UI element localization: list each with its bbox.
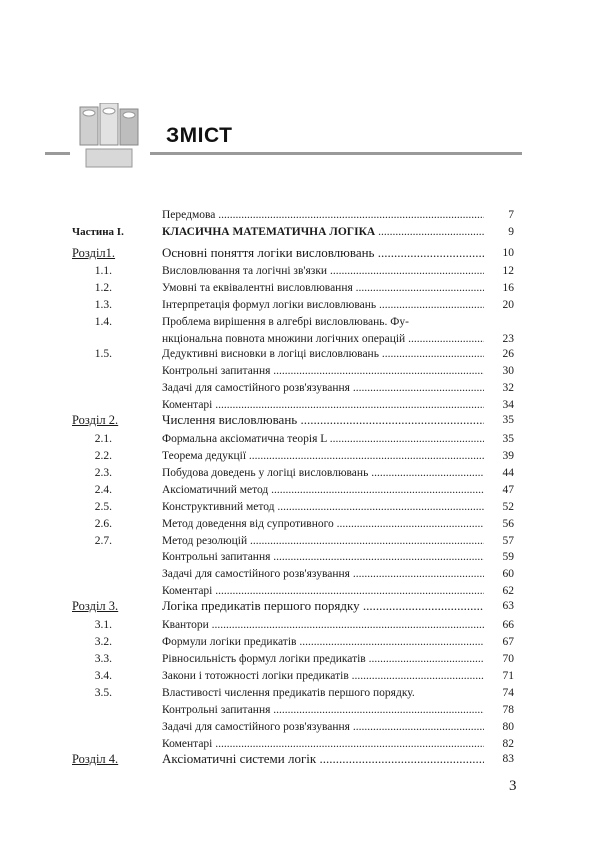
toc-entry-title: Основні поняття логіки висловлювань ..... [162, 245, 484, 261]
toc-entry-label: 2.6. [94, 518, 112, 530]
toc-entry-label: 3.1. [94, 619, 112, 631]
toc-entry-label: 1.5. [94, 348, 112, 360]
toc-entry-page: 23 [502, 333, 514, 345]
toc-entry-label: 1.1. [94, 265, 112, 277]
toc-entry-page: 56 [502, 518, 514, 530]
header-rule-left [45, 152, 70, 155]
toc-entry-label: Розділ 3. [72, 599, 119, 613]
toc-entry-page: 20 [502, 299, 514, 311]
toc-entry [0, 751, 600, 771]
toc-entry-title: нкціональна повнота множини логічних операцій ..... [162, 331, 484, 347]
toc-entry-title: Передмова ..... [162, 207, 484, 223]
toc-entry-title: Задачі для самостійного розв'язування ..... [162, 719, 484, 735]
toc-entry-page: 34 [502, 399, 514, 411]
toc-entry-title: КЛАСИЧНА МАТЕМАТИЧНА ЛОГІКА ..... [162, 224, 484, 240]
toc-entry-label: Розділ1. [72, 246, 116, 260]
toc-entry-page: 66 [502, 619, 514, 631]
toc-entry-page: 10 [502, 247, 514, 259]
toc-entry [0, 245, 600, 265]
toc-entry-label: 2.1. [94, 433, 112, 445]
toc-entry-page: 26 [502, 348, 514, 360]
toc-entry-title: Метод доведення від супротивного ..... [162, 516, 484, 532]
toc-entry-title: Проблема вирішення в алгебрі висловлювань. Фу- [162, 316, 409, 328]
page-title: ЗМІСТ [166, 124, 233, 147]
toc-entry-page: 62 [502, 585, 514, 597]
toc-entry-page: 35 [502, 433, 514, 445]
toc-entry-title: Коментарі ..... [162, 583, 484, 599]
toc-entry-page: 57 [502, 535, 514, 547]
toc-entry-page: 67 [502, 636, 514, 648]
toc-entry-page: 9 [508, 226, 514, 238]
toc-entry-label: 2.5. [94, 501, 112, 513]
toc-entry [0, 224, 600, 244]
toc-entry-page: 78 [502, 704, 514, 716]
toc-entry-page: 52 [502, 501, 514, 513]
toc-entry-title: Контрольні запитання ..... [162, 702, 484, 718]
toc-entry-title: Контрольні запитання ..... [162, 363, 484, 379]
toc-entry-page: 70 [502, 653, 514, 665]
page-number: 3 [509, 778, 517, 794]
toc-entry-label: Розділ 2. [72, 413, 119, 427]
toc-entry [0, 598, 600, 618]
toc-entry-title: Логіка предикатів першого порядку ..... [162, 598, 484, 614]
toc-entry-title: Закони і тотожності логіки предикатів ..... [162, 668, 484, 684]
header-rule [150, 152, 522, 155]
toc-entry-title: Задачі для самостійного розв'язування ..... [162, 566, 484, 582]
toc-entry-title: Квантори ..... [162, 617, 484, 633]
toc-entry-label: 2.2. [94, 450, 112, 462]
toc-entry-title: Метод резолюцій ..... [162, 533, 484, 549]
toc-entry-label: 2.3. [94, 467, 112, 479]
toc-entry-label: 3.3. [94, 653, 112, 665]
toc-entry-title: Конструктивний метод ..... [162, 499, 484, 515]
toc-entry-title: Властивості числення предикатів першого порядку. [162, 687, 415, 699]
toc-entry-page: 30 [502, 365, 514, 377]
toc-entry-title: Дедуктивні висновки в логіці висловлювань ..... [162, 346, 484, 362]
toc-entry-title: Умовні та еквівалентні висловлювання ..... [162, 280, 484, 296]
toc-entry-title: Контрольні запитання ..... [162, 549, 484, 565]
toc-entry-title: Теорема дедукції ..... [162, 448, 484, 464]
toc-entry-label: 3.4. [94, 670, 112, 682]
toc-entry-title: Числення висловлювань ..... [162, 412, 484, 428]
toc-entry-page: 80 [502, 721, 514, 733]
toc-entry-label: 2.4. [94, 484, 112, 496]
toc-entry-label: 3.2. [94, 636, 112, 648]
toc-entry-page: 63 [502, 600, 514, 612]
toc-entry-page: 7 [508, 209, 514, 221]
book-stack-icon [78, 103, 142, 171]
toc-entry-page: 71 [502, 670, 514, 682]
toc-entry-page: 16 [502, 282, 514, 294]
toc-entry-label: Частина I. [72, 226, 124, 238]
toc-entry-label: 3.5. [94, 687, 112, 699]
toc-entry-page: 47 [502, 484, 514, 496]
toc-entry-label: 1.2. [94, 282, 112, 294]
toc-entry-label: 1.3. [94, 299, 112, 311]
toc-entry-page: 12 [502, 265, 514, 277]
toc-entry-label: Розділ 4. [72, 752, 119, 766]
toc-entry-label: 2.7. [94, 535, 112, 547]
toc-entry-title: Побудова доведень у логіці висловлювань ..... [162, 465, 484, 481]
toc-entry-page: 39 [502, 450, 514, 462]
toc-entry-page: 59 [502, 551, 514, 563]
toc-entry-page: 35 [502, 414, 514, 426]
toc-entry-page: 74 [502, 687, 514, 699]
toc-entry-page: 83 [502, 753, 514, 765]
toc-entry-title: Аксіоматичні системи логік ..... [162, 751, 484, 767]
toc-entry-label: 1.4. [94, 316, 112, 328]
toc-entry-page: 82 [502, 738, 514, 750]
toc-entry-title: Інтерпретація формул логіки висловлювань ..... [162, 297, 484, 313]
toc-entry-page: 44 [502, 467, 514, 479]
toc-entry-title: Задачі для самостійного розв'язування ..... [162, 380, 484, 396]
toc-entry-page: 32 [502, 382, 514, 394]
toc-entry-title: Аксіоматичний метод ..... [162, 482, 484, 498]
toc-entry-title: Рівносильність формул логіки предикатів ..... [162, 651, 484, 667]
toc-entry-title: Висловлювання та логічні зв'язки ..... [162, 263, 484, 279]
toc-entry-title: Формальна аксіоматична теорія L ..... [162, 431, 484, 447]
toc-entry-title: Коментарі ..... [162, 397, 484, 413]
toc-entry [0, 412, 600, 432]
toc-entry-title: Формули логіки предикатів ..... [162, 634, 484, 650]
toc-entry-title: Коментарі ..... [162, 736, 484, 752]
toc-entry-page: 60 [502, 568, 514, 580]
